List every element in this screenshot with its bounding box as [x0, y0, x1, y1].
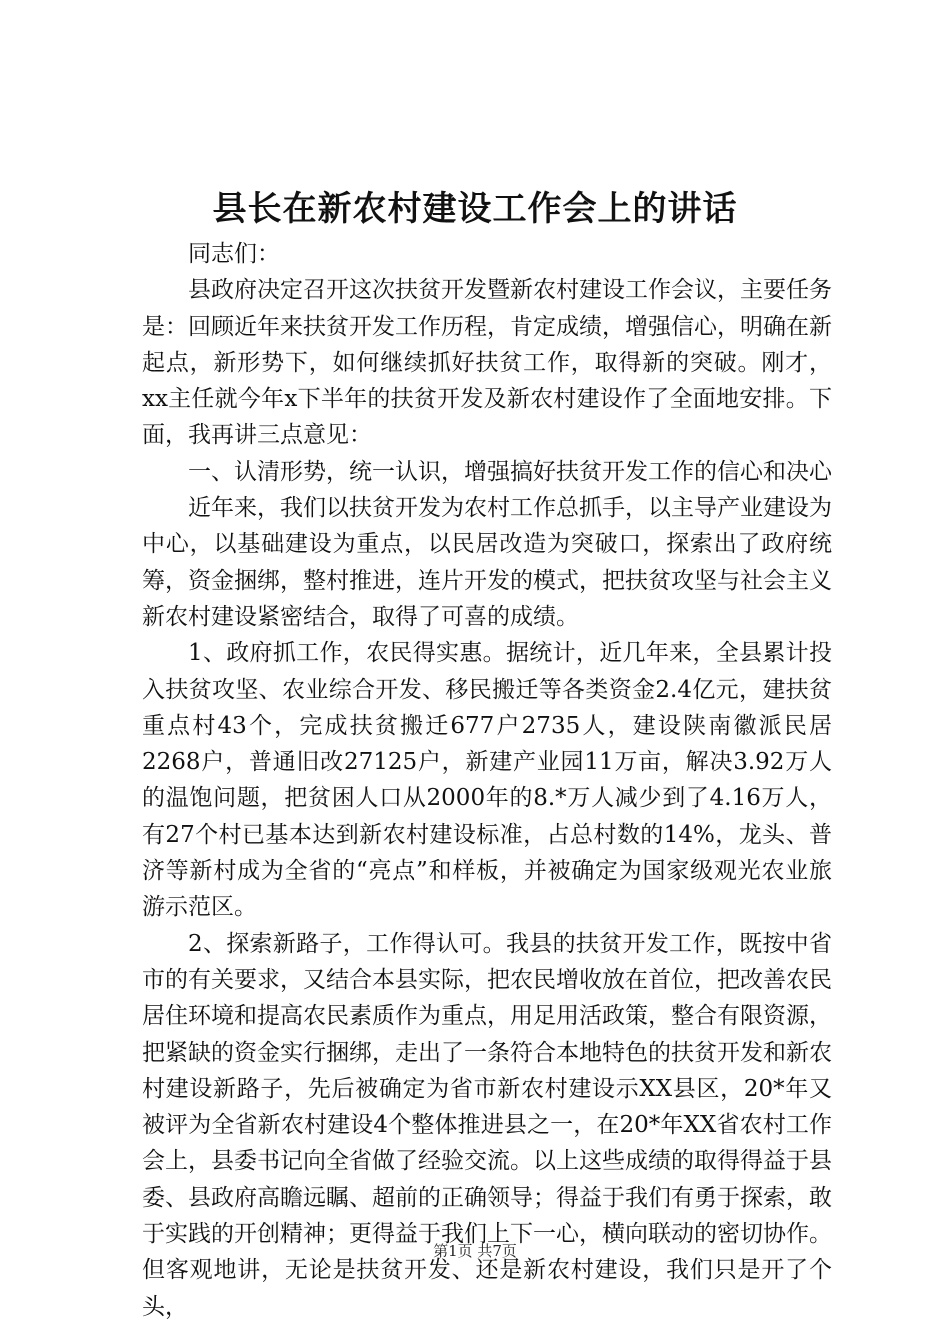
paragraph-intro: 县政府决定召开这次扶贫开发暨新农村建设工作会议，主要任务是：回顾近年来扶贫开发工作历程，肯定成绩，增强信心，明确在新起点，新形势下，如何继续抓好扶贫工作，取得新的突破。刚才，xx主任就今年x下半年的扶贫开发及新农村建设作了全面地安排。下面，我再讲三点意见：	[142, 277, 832, 449]
salutation: 同志们：	[188, 241, 280, 267]
section-heading-1: 一、认清形势，统一认识，增强搞好扶贫开发工作的信心和决心	[188, 458, 832, 485]
paragraph-point-1: 1、政府抓工作，农民得实惠。据统计，近几年来，全县累计投入扶贫攻坚、农业综合开发、移民搬迁等各类资金2.4亿元，建扶贫重点村43个，完成扶贫搬迁677户2735人，建设陕南徽派民居2268户，普通旧改27125户，新建产业园11万亩，解决3.92万人的温饱问题，把贫困人口从2000年的8.*万人减少到了4.16万人，有27个村已基本达到新农村建设标准，占总村数的14%，龙头、普济等新村成为全省的“亮点”和样板，并被确定为国家级观光农业旅游示范区。	[142, 640, 832, 921]
page-number-footer: 第1页 共7页	[433, 1242, 517, 1260]
document-body	[142, 236, 832, 1325]
document-title: 县长在新农村建设工作会上的讲话	[212, 189, 738, 229]
paragraph-point-2: 2、探索新路子，工作得认可。我县的扶贫开发工作，既按中省市的有关要求，又结合本县实际，把农民增收放在首位，把改善农民居住环境和提高农民素质作为重点，用足用活政策，整合有限资源，把紧缺的资金实行捆绑，走出了一条符合本地特色的扶贫开发和新农村建设新路子，先后被确定为省市新农村建设示XX县区，20*年又被评为全省新农村建设4个整体推进县之一，在20*年XX省农村工作会上，县委书记向全省做了经验交流。以上这些成绩的取得得益于县委、县政府高瞻远瞩、超前的正确领导；得益于我们有勇于探索，敢于实践的开创精神；更得益于我们上下一心，横向联动的密切协作。但客观地讲，无论是扶贫开发、还是新农村建设，我们只是开了个头，	[142, 930, 832, 1320]
paragraph-achievements: 近年来，我们以扶贫开发为农村工作总抓手，以主导产业建设为中心，以基础建设为重点，以民居改造为突破口，探索出了政府统筹，资金捆绑，整村推进，连片开发的模式，把扶贫攻坚与社会主义新农村建设紧密结合，取得了可喜的成绩。	[142, 495, 832, 630]
